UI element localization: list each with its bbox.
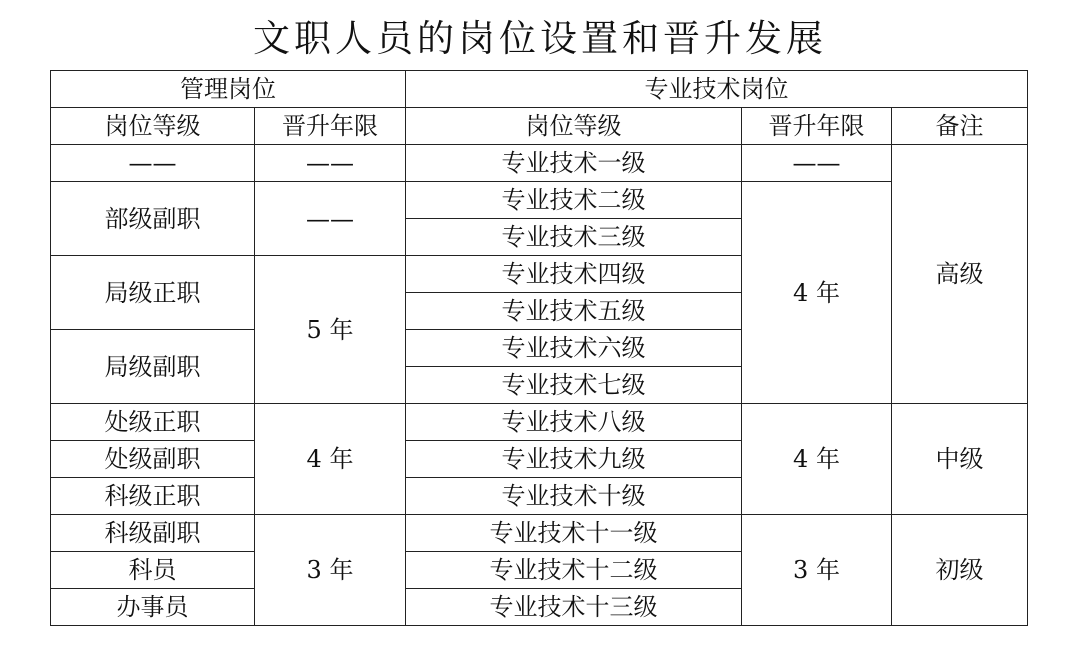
column-header-row [51, 108, 1028, 145]
position-table [50, 70, 1028, 626]
mgmt-level-cell: 部级副职 [51, 182, 255, 256]
prof-years-cell: 3 年 [742, 515, 892, 626]
prof-years-cell: 4 年 [742, 182, 892, 404]
prof-level-cell: 专业技术二级 [406, 182, 742, 219]
group-professional: 专业技术岗位 [406, 71, 1028, 108]
mgmt-level-cell: —— [51, 145, 255, 182]
prof-level-cell: 专业技术十级 [406, 478, 742, 515]
prof-years-cell: 4 年 [742, 404, 892, 515]
mgmt-level-cell: 办事员 [51, 589, 255, 626]
prof-level-cell: 专业技术四级 [406, 256, 742, 293]
header-mgmt-years: 晋升年限 [255, 108, 406, 145]
header-mgmt-level: 岗位等级 [51, 108, 255, 145]
mgmt-level-cell: 科级正职 [51, 478, 255, 515]
group-management: 管理岗位 [51, 71, 406, 108]
mgmt-level-cell: 科员 [51, 552, 255, 589]
mgmt-level-cell: 局级副职 [51, 330, 255, 404]
mgmt-level-cell: 科级副职 [51, 515, 255, 552]
mgmt-years-cell: 4 年 [255, 404, 406, 515]
mgmt-years-cell: 3 年 [255, 515, 406, 626]
header-prof-level: 岗位等级 [406, 108, 742, 145]
prof-level-cell: 专业技术一级 [406, 145, 742, 182]
group-header-row [51, 71, 1028, 108]
remark-cell: 中级 [892, 404, 1028, 515]
remark-cell: 高级 [892, 145, 1028, 404]
mgmt-level-cell: 处级副职 [51, 441, 255, 478]
mgmt-level-cell: 处级正职 [51, 404, 255, 441]
prof-level-cell: 专业技术八级 [406, 404, 742, 441]
header-remark: 备注 [892, 108, 1028, 145]
table-row [51, 182, 1028, 219]
mgmt-years-cell: —— [255, 145, 406, 182]
header-prof-years: 晋升年限 [742, 108, 892, 145]
prof-level-cell: 专业技术十一级 [406, 515, 742, 552]
prof-level-cell: 专业技术九级 [406, 441, 742, 478]
prof-level-cell: 专业技术六级 [406, 330, 742, 367]
prof-level-cell: 专业技术十三级 [406, 589, 742, 626]
table-row [51, 404, 1028, 441]
table-row [51, 145, 1028, 182]
prof-level-cell: 专业技术七级 [406, 367, 742, 404]
table-row [51, 515, 1028, 552]
mgmt-years-cell: —— [255, 182, 406, 256]
prof-level-cell: 专业技术五级 [406, 293, 742, 330]
document-title: 文职人员的岗位设置和晋升发展 [253, 17, 827, 60]
prof-level-cell: 专业技术十二级 [406, 552, 742, 589]
prof-years-cell: —— [742, 145, 892, 182]
remark-cell: 初级 [892, 515, 1028, 626]
prof-level-cell: 专业技术三级 [406, 219, 742, 256]
mgmt-years-cell: 5 年 [255, 256, 406, 404]
mgmt-level-cell: 局级正职 [51, 256, 255, 330]
